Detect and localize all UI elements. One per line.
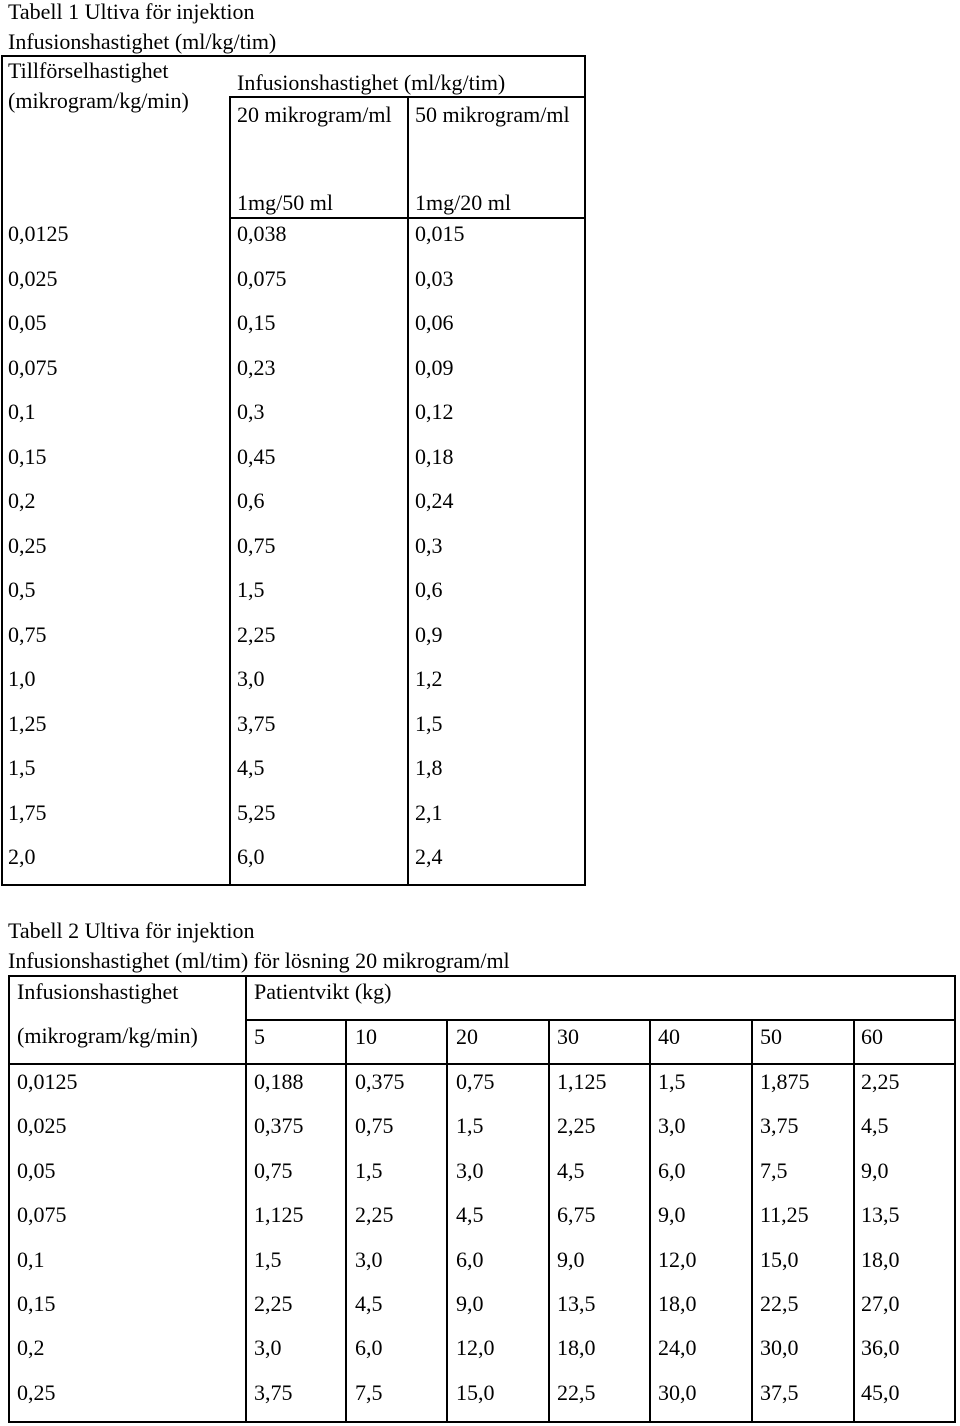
table2-group-header: Patientvikt (kg) xyxy=(254,979,392,1004)
table1-cell: 1,5 xyxy=(8,755,36,780)
table2-border-bottom xyxy=(8,1421,956,1423)
table1-border-left xyxy=(1,55,3,886)
table2-cell: 4,5 xyxy=(861,1113,889,1138)
table1-cell: 1,0 xyxy=(8,666,36,691)
table1-subtitle: Infusionshastighet (ml/kg/tim) xyxy=(8,29,277,54)
table1-cell: 1,2 xyxy=(415,666,443,691)
table1-cell: 2,4 xyxy=(415,844,443,869)
table2-cell: 7,5 xyxy=(760,1158,788,1183)
table1-cell: 0,0125 xyxy=(8,221,69,246)
table2-cell: 0,375 xyxy=(254,1113,304,1138)
table2-weight-header: 40 xyxy=(658,1024,680,1049)
table1-cell: 0,075 xyxy=(237,266,287,291)
table2-cell: 0,375 xyxy=(355,1069,405,1094)
table2-cell: 3,0 xyxy=(456,1158,484,1183)
table2-cell: 0,0125 xyxy=(17,1069,78,1094)
table2-cell: 7,5 xyxy=(355,1380,383,1405)
table2-cell: 22,5 xyxy=(557,1380,596,1405)
table2-cell: 18,0 xyxy=(658,1291,697,1316)
table1-cell: 0,75 xyxy=(237,533,276,558)
table1-cell: 4,5 xyxy=(237,755,265,780)
table2-cell: 36,0 xyxy=(861,1335,900,1360)
table1-cell: 1,5 xyxy=(237,577,265,602)
table1-col2-dilution: 1mg/50 ml xyxy=(237,190,333,215)
table1-cell: 0,03 xyxy=(415,266,454,291)
table1-cell: 0,25 xyxy=(8,533,47,558)
table2-cell: 12,0 xyxy=(658,1247,697,1272)
table1-cell: 0,075 xyxy=(8,355,58,380)
table1-cell: 0,18 xyxy=(415,444,454,469)
table1-cell: 0,6 xyxy=(415,577,443,602)
table2-cell: 1,5 xyxy=(456,1113,484,1138)
table1-cell: 0,06 xyxy=(415,310,454,335)
table2-cell: 6,75 xyxy=(557,1202,596,1227)
table2-cell: 9,0 xyxy=(456,1291,484,1316)
table2-cell: 1,125 xyxy=(254,1202,304,1227)
table1-cell: 2,0 xyxy=(8,844,36,869)
table2-cell: 6,0 xyxy=(658,1158,686,1183)
table2-cell: 6,0 xyxy=(355,1335,383,1360)
table1-col3-dilution: 1mg/20 ml xyxy=(415,190,511,215)
table2-cell: 0,75 xyxy=(355,1113,394,1138)
table2-border-right xyxy=(954,975,956,1423)
table2-cell: 0,025 xyxy=(17,1113,67,1138)
table2-border-left xyxy=(8,975,10,1423)
table2-cell: 4,5 xyxy=(456,1202,484,1227)
table1-border-right xyxy=(584,55,586,886)
table2-cell: 9,0 xyxy=(658,1202,686,1227)
table1-cell: 0,05 xyxy=(8,310,47,335)
table2-cell: 15,0 xyxy=(760,1247,799,1272)
table1-cell: 1,75 xyxy=(8,800,47,825)
table2-cell: 2,25 xyxy=(557,1113,596,1138)
table2-cell: 0,2 xyxy=(17,1335,45,1360)
table2-cell: 3,75 xyxy=(254,1380,293,1405)
table2-cell: 30,0 xyxy=(658,1380,697,1405)
table2-weight-header: 30 xyxy=(557,1024,579,1049)
table1-cell: 0,2 xyxy=(8,488,36,513)
table1-col2-concentration: 20 mikrogram/ml xyxy=(237,102,392,127)
table2-col1-header-line1: Infusionshastighet xyxy=(17,979,179,1004)
table1-cell: 0,9 xyxy=(415,622,443,647)
table2-cell: 9,0 xyxy=(861,1158,889,1183)
table2-cell: 0,15 xyxy=(17,1291,56,1316)
table2-weight-header: 5 xyxy=(254,1024,265,1049)
table1-cell: 0,75 xyxy=(8,622,47,647)
table2-cell: 37,5 xyxy=(760,1380,799,1405)
table2-cell: 30,0 xyxy=(760,1335,799,1360)
table1-cell: 2,1 xyxy=(415,800,443,825)
table1-cell: 3,75 xyxy=(237,711,276,736)
table1-cell: 0,15 xyxy=(237,310,276,335)
table1-cell: 0,1 xyxy=(8,399,36,424)
table2-cell: 12,0 xyxy=(456,1335,495,1360)
table2-cell: 1,125 xyxy=(557,1069,607,1094)
table2-column-divider xyxy=(853,1019,855,1423)
table2-cell: 0,75 xyxy=(456,1069,495,1094)
table2-cell: 1,875 xyxy=(760,1069,810,1094)
table1-cell: 0,015 xyxy=(415,221,465,246)
table1-cell: 0,3 xyxy=(415,533,443,558)
table2-weight-header: 20 xyxy=(456,1024,478,1049)
table1-cell: 0,23 xyxy=(237,355,276,380)
table2-cell: 24,0 xyxy=(658,1335,697,1360)
table2-column-divider xyxy=(446,1019,448,1423)
table1-cell: 1,8 xyxy=(415,755,443,780)
table1-cell: 0,038 xyxy=(237,221,287,246)
table1-title: Tabell 1 Ultiva för injektion xyxy=(8,0,255,24)
table2-cell: 2,25 xyxy=(254,1291,293,1316)
table2-cell: 0,188 xyxy=(254,1069,304,1094)
table1-cell: 2,25 xyxy=(237,622,276,647)
table1-col3-concentration: 50 mikrogram/ml xyxy=(415,102,570,127)
table2-cell: 3,75 xyxy=(760,1113,799,1138)
table2-cell: 3,0 xyxy=(254,1335,282,1360)
table1-border-bottom xyxy=(1,884,586,886)
table2-weight-header: 10 xyxy=(355,1024,377,1049)
table2-cell: 13,5 xyxy=(557,1291,596,1316)
table2-cell: 1,5 xyxy=(254,1247,282,1272)
table2-cell: 1,5 xyxy=(355,1158,383,1183)
table2-weight-header: 60 xyxy=(861,1024,883,1049)
table2-column-divider xyxy=(345,1019,347,1423)
table2-cell: 18,0 xyxy=(557,1335,596,1360)
table2-title: Tabell 2 Ultiva för injektion xyxy=(8,918,255,943)
table2-cell: 15,0 xyxy=(456,1380,495,1405)
table2-cell: 0,75 xyxy=(254,1158,293,1183)
table2-cell: 0,1 xyxy=(17,1247,45,1272)
table1-cell: 0,6 xyxy=(237,488,265,513)
table2-cell: 2,25 xyxy=(861,1069,900,1094)
table2-cell: 18,0 xyxy=(861,1247,900,1272)
table2-cell: 11,25 xyxy=(760,1202,809,1227)
table2-subtitle: Infusionshastighet (ml/tim) för lösning 20 mikrogram/ml xyxy=(8,948,510,973)
table2-cell: 4,5 xyxy=(355,1291,383,1316)
table2-column-divider xyxy=(548,1019,550,1423)
table2-weight-header: 50 xyxy=(760,1024,782,1049)
table1-divider-col3 xyxy=(407,97,409,886)
table1-cell: 0,24 xyxy=(415,488,454,513)
table1-cell: 1,25 xyxy=(8,711,47,736)
table2-cell: 2,25 xyxy=(355,1202,394,1227)
table2-col1-header-line2: (mikrogram/kg/min) xyxy=(17,1023,198,1048)
table2-divider-weight xyxy=(245,975,247,1423)
table1-cell: 3,0 xyxy=(237,666,265,691)
table1-group-header: Infusionshastighet (ml/kg/tim) xyxy=(237,70,506,95)
table2-cell: 0,25 xyxy=(17,1380,56,1405)
table2-cell: 45,0 xyxy=(861,1380,900,1405)
table2-cell: 9,0 xyxy=(557,1247,585,1272)
table2-cell: 27,0 xyxy=(861,1291,900,1316)
table2-cell: 3,0 xyxy=(658,1113,686,1138)
table1-col1-header: Tillförselhastighet (mikrogram/kg/min) xyxy=(8,58,189,113)
table1-cell: 0,3 xyxy=(237,399,265,424)
table2-column-divider xyxy=(751,1019,753,1423)
table1-cell: 1,5 xyxy=(415,711,443,736)
table1-cell: 0,09 xyxy=(415,355,454,380)
table1-cell: 0,5 xyxy=(8,577,36,602)
table1-cell: 6,0 xyxy=(237,844,265,869)
table2-cell: 22,5 xyxy=(760,1291,799,1316)
table1-cell: 0,025 xyxy=(8,266,58,291)
table1-cell: 5,25 xyxy=(237,800,276,825)
table1-cell: 0,15 xyxy=(8,444,47,469)
table2-cell: 0,075 xyxy=(17,1202,67,1227)
table2-group-rule xyxy=(245,1019,956,1021)
table2-cell: 3,0 xyxy=(355,1247,383,1272)
table2-cell: 13,5 xyxy=(861,1202,900,1227)
table1-divider-col2 xyxy=(229,97,231,886)
table1-cell: 0,45 xyxy=(237,444,276,469)
table2-cell: 1,5 xyxy=(658,1069,686,1094)
table2-column-divider xyxy=(649,1019,651,1423)
table1-cell: 0,12 xyxy=(415,399,454,424)
table2-cell: 4,5 xyxy=(557,1158,585,1183)
table2-header-rule xyxy=(8,1063,956,1065)
table2-cell: 0,05 xyxy=(17,1158,56,1183)
table2-cell: 6,0 xyxy=(456,1247,484,1272)
